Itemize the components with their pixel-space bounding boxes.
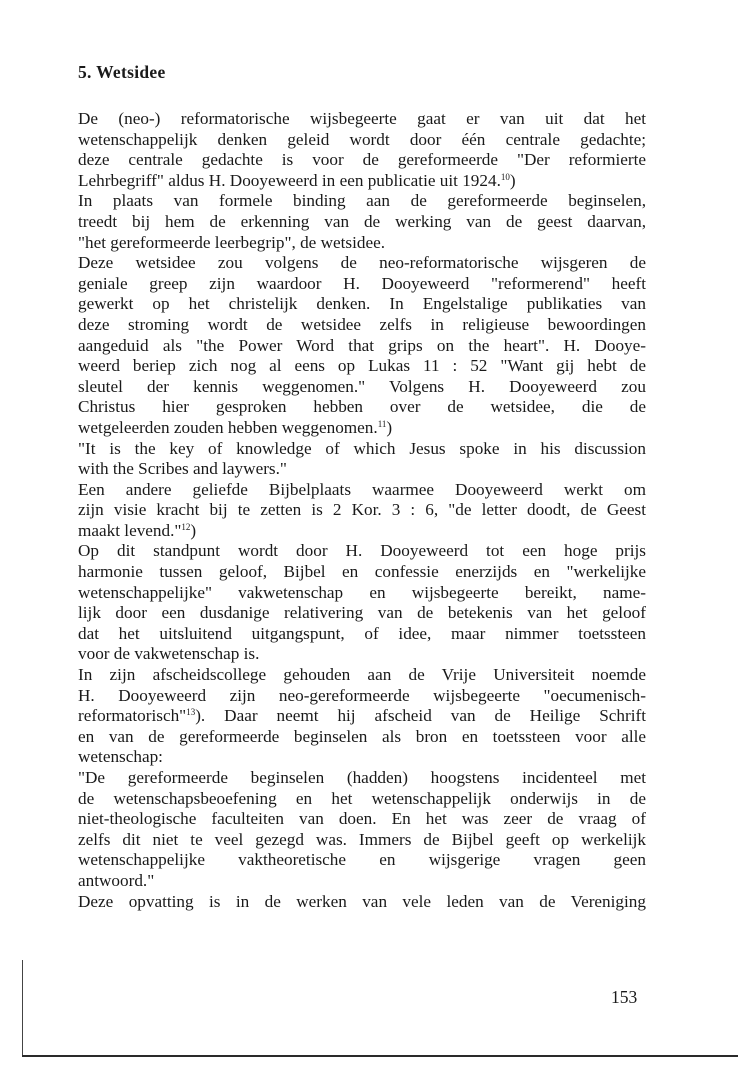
text-line [78, 892, 646, 913]
line-text: wetenschap: [78, 747, 163, 767]
text-line [78, 850, 646, 871]
text-line [78, 233, 646, 254]
line-text: de wetenschapsbeoefening en het wetenschappelijk onderwijs in de [78, 788, 646, 808]
text-line [78, 191, 646, 212]
text-line [78, 644, 646, 665]
line-text: zelfs dit niet te veel gezegd was. Immers de Bijbel geeft op werkelijk [78, 829, 646, 849]
line-text-continued: ) [509, 170, 516, 190]
line-text: Deze opvatting is in de werken van vele leden van de Vereniging [78, 891, 646, 911]
line-text: deze centrale gedachte is voor de gereformeerde "Der reformierte [78, 150, 646, 170]
text-line [78, 274, 646, 295]
text-line [78, 294, 646, 315]
line-text: Op dit standpunt wordt door H. Dooyeweerd tot een hoge prijs [78, 541, 646, 561]
line-text: antwoord." [78, 870, 155, 890]
line-text: niet-theologische faculteiten van doen. En het was zeer de vraag of [78, 809, 646, 829]
line-text: treedt bij hem de erkenning van de werking van de geest daarvan, [78, 211, 646, 231]
page-bottom-rule [22, 1055, 738, 1057]
line-text: Een andere geliefde Bijbelplaats waarmee Dooyeweerd werkt om [78, 479, 646, 499]
text-line [78, 397, 646, 418]
text-line [78, 480, 646, 501]
page-number: 153 [611, 987, 638, 1007]
text-line [78, 747, 646, 768]
text-line [78, 768, 646, 789]
text-line [78, 521, 646, 542]
text-line [78, 377, 646, 398]
body-text [78, 109, 646, 912]
line-text-continued: ) [190, 520, 197, 540]
text-line [78, 130, 646, 151]
line-text: De (neo-) reformatorische wijsbegeerte gaat er van uit dat het [78, 109, 646, 128]
footnote-marker: 12 [181, 521, 191, 532]
text-line [78, 706, 646, 727]
line-text: wetenschappelijke" vakwetenschap en wijsbegeerte bereikt, name- [78, 582, 646, 602]
text-line [78, 253, 646, 274]
text-line [78, 830, 646, 851]
text-line [78, 336, 646, 357]
line-text: gewerkt op het christelijk denken. In Engelstalige publikaties van [78, 294, 646, 314]
text-line [78, 356, 646, 377]
text-line [78, 686, 646, 707]
text-line [78, 665, 646, 686]
text-line [78, 439, 646, 460]
line-text: with the Scribes and laywers." [78, 459, 287, 479]
section-heading: 5. Wetsidee [78, 62, 166, 82]
line-text: Lehrbegriff" aldus H. Dooyeweerd in een publicatie uit 1924. [78, 170, 501, 190]
line-text: Christus hier gesproken hebben over de wetsidee, die de [78, 397, 646, 417]
line-text: deze stroming wordt de wetsidee zelfs in religieuse bewoordingen [78, 314, 646, 334]
line-text: reformatorisch" [78, 706, 187, 726]
line-text: In zijn afscheidscollege gehouden aan de Vrije Universiteit noemde [78, 665, 646, 685]
footnote-marker: 13 [186, 707, 196, 718]
line-text: sleutel der kennis weggenomen." Volgens H. Dooyeweerd zou [78, 376, 646, 396]
text-line [78, 150, 646, 171]
line-text: dat het uitsluitend uitgangspunt, of idee, maar nimmer toetssteen [78, 623, 646, 643]
text-line [78, 603, 646, 624]
text-line [78, 809, 646, 830]
text-line [78, 418, 646, 439]
line-text: wetenschappelijk denken geleid wordt door één centrale gedachte; [78, 129, 646, 149]
text-line [78, 171, 646, 192]
footnote-marker: 11 [377, 418, 387, 429]
line-text: aangeduid als "the Power Word that grips on the heart". H. Dooye- [78, 335, 646, 355]
line-text: lijk door een dusdanige relativering van de betekenis van het geloof [78, 603, 646, 623]
text-line [78, 500, 646, 521]
line-text: maakt levend." [78, 520, 182, 540]
text-line [78, 212, 646, 233]
line-text: Deze wetsidee zou volgens de neo-reformatorische wijsgeren de [78, 253, 646, 273]
text-line [78, 583, 646, 604]
page-edge-line [22, 960, 23, 1056]
text-line [78, 624, 646, 645]
line-text: harmonie tussen geloof, Bijbel en confessie enerzijds en "werkelijke [78, 562, 646, 582]
line-text: H. Dooyeweerd zijn neo-gereformeerde wijsbegeerte "oecumenisch- [78, 685, 646, 705]
line-text: "De gereformeerde beginselen (hadden) hoogstens incidenteel met [78, 768, 646, 787]
text-line [78, 315, 646, 336]
line-text: wetgeleerden zouden hebben weggenomen. [78, 417, 378, 437]
line-text: voor de vakwetenschap is. [78, 644, 260, 664]
line-text-continued: ). Daar neemt hij afscheid van de Heilige Schrift [195, 706, 646, 726]
line-text: geniale greep zijn waardoor H. Dooyeweerd "reformerend" heeft [78, 273, 646, 293]
line-text: "het gereformeerde leerbegrip", de wetsidee. [78, 232, 386, 252]
line-text: zijn visie kracht bij te zetten is 2 Kor. 3 : 6, "de letter doodt, de Geest [78, 500, 646, 520]
line-text: In plaats van formele binding aan de gereformeerde beginselen, [78, 191, 646, 211]
text-line [78, 789, 646, 810]
text-line [78, 562, 646, 583]
line-text: wetenschappelijke vaktheoretische en wijsgerige vragen geen [78, 850, 646, 870]
line-text: en van de gereformeerde beginselen als bron en toetssteen voor alle [78, 726, 646, 746]
text-line [78, 871, 646, 892]
text-line [78, 541, 646, 562]
line-text: "It is the key of knowledge of which Jesus spoke in his discussion [78, 438, 646, 458]
text-line [78, 459, 646, 480]
text-line [78, 109, 646, 130]
footnote-marker: 10 [500, 171, 510, 182]
line-text-continued: ) [386, 417, 393, 437]
line-text: weerd beriep zich nog al eens op Lukas 11 : 52 "Want gij hebt de [78, 356, 646, 376]
text-line [78, 727, 646, 748]
